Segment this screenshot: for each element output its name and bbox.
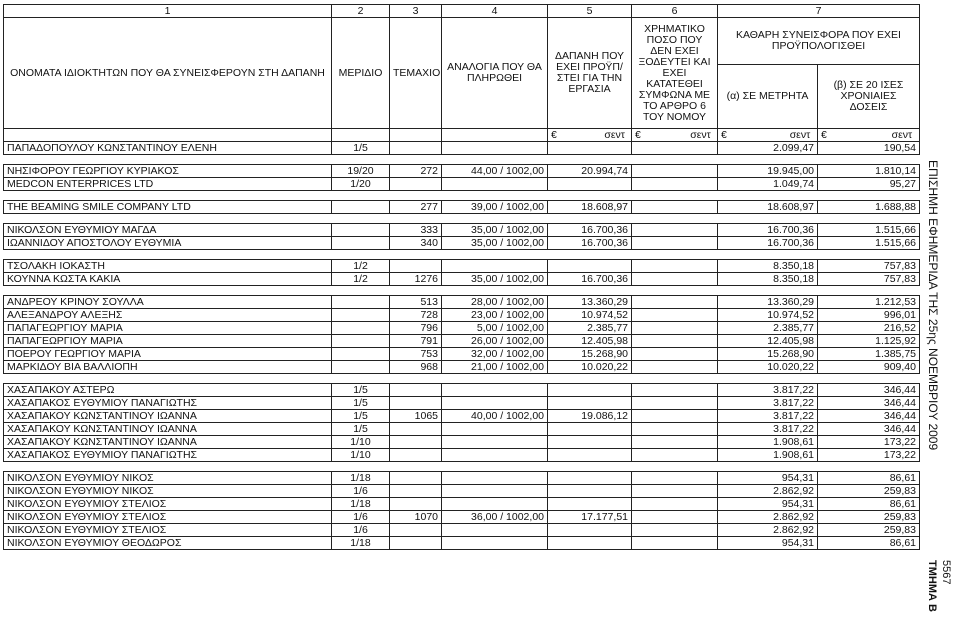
cell-name: ΠΑΠΑΓΕΩΡΓΙΟΥ ΜΑΡΙΑ xyxy=(4,335,332,348)
cell-b: 346,44 xyxy=(818,397,920,410)
table-row xyxy=(4,348,920,361)
cell-plot: 753 xyxy=(390,348,442,361)
table-row xyxy=(4,309,920,322)
cell-ratio xyxy=(442,397,548,410)
cell-share xyxy=(332,237,390,250)
cell-b: 86,61 xyxy=(818,498,920,511)
cell-ratio xyxy=(442,260,548,273)
cell-cash xyxy=(632,423,718,436)
cell-expense: 19.086,12 xyxy=(548,410,632,423)
header-net-a: (α) ΣΕ ΜΕΤΡΗΤΑ xyxy=(718,65,818,129)
header-cash: ΧΡΗΜΑΤΙΚΟ ΠΟΣΟ ΠΟΥ ΔΕΝ ΕΧΕΙ ΞΟΔΕΥΤΕΙ ΚΑΙ ΕΧΕΙ ΚΑΤΑΤΕΘΕΙ ΣΥΜΦΩΝΑ ΜΕ ΤΟ ΑΡΘΡΟ 6 ΤΟΥ ΝΟΜΟΥ xyxy=(632,18,718,129)
cell-ratio: 35,00 / 1002,00 xyxy=(442,224,548,237)
cell-cash xyxy=(632,348,718,361)
cell-name: ΠΟΕΡΟΥ ΓΕΩΡΓΙΟΥ ΜΑΡΙΑ xyxy=(4,348,332,361)
cell-name: ΧΑΣΑΠΑΚΟΣ ΕΥΘΥΜΙΟΥ ΠΑΝΑΓΙΩΤΗΣ xyxy=(4,397,332,410)
cell-a: 954,31 xyxy=(718,498,818,511)
cell-b: 216,52 xyxy=(818,322,920,335)
cell-ratio: 36,00 / 1002,00 xyxy=(442,511,548,524)
cell-plot xyxy=(390,472,442,485)
cell-name: ΝΙΚΟΛΣΟΝ ΕΥΘΥΜΙΟΥ ΝΙΚΟΣ xyxy=(4,485,332,498)
cell-name: ΧΑΣΑΠΑΚΟΥ ΑΣΤΕΡΩ xyxy=(4,384,332,397)
cell-share: 1/20 xyxy=(332,178,390,191)
cell-name: ΑΛΕΞΑΝΔΡΟΥ ΑΛΕΞΗΣ xyxy=(4,309,332,322)
cell-b: 909,40 xyxy=(818,361,920,374)
cell-cash xyxy=(632,524,718,537)
gazette-title: ΕΠΙΣΗΜΗ ΕΦΗΜΕΡΙΔΑ ΤΗΣ 25ης ΝΟΕΜΒΡΙΟΥ 2009 xyxy=(926,160,940,451)
cell-cash xyxy=(632,309,718,322)
cell-a: 2.099,47 xyxy=(718,142,818,155)
cell-share: 1/10 xyxy=(332,436,390,449)
cell-a: 2.862,92 xyxy=(718,524,818,537)
cell-expense xyxy=(548,142,632,155)
table-row xyxy=(4,322,920,335)
cell-b: 1.810,14 xyxy=(818,165,920,178)
cell-cash xyxy=(632,273,718,286)
cell-plot xyxy=(390,436,442,449)
cell-name: ΝΙΚΟΛΣΟΝ ΕΥΘΥΜΙΟΥ ΘΕΟΔΩΡΟΣ xyxy=(4,537,332,550)
cell-ratio xyxy=(442,142,548,155)
cell-share: 1/2 xyxy=(332,273,390,286)
cell-share: 1/18 xyxy=(332,498,390,511)
cell-ratio: 35,00 / 1002,00 xyxy=(442,237,548,250)
cell-ratio xyxy=(442,524,548,537)
group-spacer xyxy=(4,155,920,165)
table-row xyxy=(4,449,920,462)
cell-cash xyxy=(632,436,718,449)
table-row xyxy=(4,224,920,237)
page-number: 5567 xyxy=(940,560,952,585)
cell-cash xyxy=(632,410,718,423)
cell-plot: 1070 xyxy=(390,511,442,524)
col-number: 5 xyxy=(548,5,632,18)
euro-unit: € xyxy=(551,129,557,141)
cell-cash xyxy=(632,224,718,237)
header-row xyxy=(4,18,920,65)
cell-share: 1/2 xyxy=(332,260,390,273)
cell-ratio xyxy=(442,423,548,436)
cell-expense xyxy=(548,384,632,397)
cell-share: 1/6 xyxy=(332,485,390,498)
cell-plot: 333 xyxy=(390,224,442,237)
cell-cash xyxy=(632,165,718,178)
cell-a: 8.350,18 xyxy=(718,273,818,286)
cell-expense xyxy=(548,472,632,485)
header-name: ΟΝΟΜΑΤΑ ΙΔΙΟΚΤΗΤΩΝ ΠΟΥ ΘΑ ΣΥΝΕΙΣΦΕΡΟΥΝ ΣΤΗ ΔΑΠΑΝΗ xyxy=(4,18,332,129)
cell-b: 1.515,66 xyxy=(818,237,920,250)
table-row xyxy=(4,511,920,524)
header-expense: ΔΑΠΑΝΗ ΠΟΥ ΕΧΕΙ ΠΡΟΫΠ/ΣΤΕΙ ΓΙΑ ΤΗΝ ΕΡΓΑΣΙΑ xyxy=(548,18,632,129)
cell-name: ΤΣΟΛΑΚΗ ΙΟΚΑΣΤΗ xyxy=(4,260,332,273)
cell-plot: 1065 xyxy=(390,410,442,423)
cell-a: 10.020,22 xyxy=(718,361,818,374)
cell-share xyxy=(332,322,390,335)
cell-cash xyxy=(632,449,718,462)
cell-share: 1/6 xyxy=(332,511,390,524)
cell-ratio: 39,00 / 1002,00 xyxy=(442,201,548,214)
cell-plot: 277 xyxy=(390,201,442,214)
cell-ratio: 23,00 / 1002,00 xyxy=(442,309,548,322)
cell-expense: 17.177,51 xyxy=(548,511,632,524)
euro-unit: € xyxy=(721,129,727,141)
cell-cash xyxy=(632,397,718,410)
cell-share: 1/5 xyxy=(332,423,390,436)
group-spacer xyxy=(4,250,920,260)
cell-b: 86,61 xyxy=(818,537,920,550)
cell-cash xyxy=(632,384,718,397)
cell-ratio: 35,00 / 1002,00 xyxy=(442,273,548,286)
col-number: 7 xyxy=(718,5,920,18)
cell-share: 1/6 xyxy=(332,524,390,537)
cell-name: ΝΙΚΟΛΣΟΝ ΕΥΘΥΜΙΟΥ ΣΤΕΛΙΟΣ xyxy=(4,524,332,537)
cell-share xyxy=(332,335,390,348)
cell-name: MEDCON ENTERPRICES LTD xyxy=(4,178,332,191)
cell-plot: 1276 xyxy=(390,273,442,286)
cell-a: 19.945,00 xyxy=(718,165,818,178)
cell-ratio xyxy=(442,436,548,449)
cell-name: ΝΙΚΟΛΣΟΝ ΕΥΘΥΜΙΟΥ ΣΤΕΛΙΟΣ xyxy=(4,498,332,511)
cell-plot xyxy=(390,142,442,155)
cell-ratio xyxy=(442,472,548,485)
cell-cash xyxy=(632,361,718,374)
table-row xyxy=(4,178,920,191)
cell-a: 13.360,29 xyxy=(718,296,818,309)
cell-cash xyxy=(632,142,718,155)
cell-a: 16.700,36 xyxy=(718,237,818,250)
cell-name: ΜΑΡΚΙΔΟΥ ΒΙΑ ΒΑΛΛΙΟΠΗ xyxy=(4,361,332,374)
cell-ratio: 44,00 / 1002,00 xyxy=(442,165,548,178)
cell-ratio xyxy=(442,178,548,191)
group-spacer xyxy=(4,191,920,201)
cell-name: ΧΑΣΑΠΑΚΟΣ ΕΥΘΥΜΙΟΥ ΠΑΝΑΓΙΩΤΗΣ xyxy=(4,449,332,462)
cell-share: 1/10 xyxy=(332,449,390,462)
cell-name: ΝΙΚΟΛΣΟΝ ΕΥΘΥΜΙΟΥ ΜΑΓΔΑ xyxy=(4,224,332,237)
cell-b: 173,22 xyxy=(818,436,920,449)
group-spacer xyxy=(4,374,920,384)
table-row xyxy=(4,201,920,214)
table-row xyxy=(4,537,920,550)
cell-ratio xyxy=(442,498,548,511)
cell-cash xyxy=(632,537,718,550)
cent-unit: σεντ xyxy=(690,129,711,141)
cell-share: 1/18 xyxy=(332,472,390,485)
cell-a: 8.350,18 xyxy=(718,260,818,273)
cent-unit: σεντ xyxy=(789,129,811,141)
cell-a: 16.700,36 xyxy=(718,224,818,237)
cell-name: ΠΑΠΑΓΕΩΡΓΙΟΥ ΜΑΡΙΑ xyxy=(4,322,332,335)
table-row xyxy=(4,524,920,537)
cell-cash xyxy=(632,201,718,214)
cell-a: 954,31 xyxy=(718,537,818,550)
euro-unit: € xyxy=(635,129,641,141)
cell-cash xyxy=(632,178,718,191)
cell-expense: 12.405,98 xyxy=(548,335,632,348)
cell-plot: 796 xyxy=(390,322,442,335)
cell-share xyxy=(332,348,390,361)
table-row xyxy=(4,423,920,436)
table-row xyxy=(4,498,920,511)
cell-b: 346,44 xyxy=(818,384,920,397)
header-plot: ΤΕΜΑΧΙΟ xyxy=(390,18,442,129)
table-row xyxy=(4,260,920,273)
cell-name: ΧΑΣΑΠΑΚΟΥ ΚΩΝΣΤΑΝΤΙΝΟΥ ΙΩΑΝΝΑ xyxy=(4,410,332,423)
cell-expense: 18.608,97 xyxy=(548,201,632,214)
cell-ratio: 28,00 / 1002,00 xyxy=(442,296,548,309)
cell-name: ΑΝΔΡΕΟΥ ΚΡΙΝΟΥ ΣΟΥΛΛΑ xyxy=(4,296,332,309)
cent-unit: σεντ xyxy=(604,129,625,141)
group-spacer xyxy=(4,286,920,296)
cell-ratio: 21,00 / 1002,00 xyxy=(442,361,548,374)
cell-share xyxy=(332,224,390,237)
group-spacer xyxy=(4,214,920,224)
cell-ratio: 26,00 / 1002,00 xyxy=(442,335,548,348)
cell-a: 10.974,52 xyxy=(718,309,818,322)
cell-b: 346,44 xyxy=(818,410,920,423)
table-row xyxy=(4,335,920,348)
cell-name: ΝΙΚΟΛΣΟΝ ΕΥΘΥΜΙΟΥ ΣΤΕΛΙΟΣ xyxy=(4,511,332,524)
cell-a: 3.817,22 xyxy=(718,384,818,397)
cell-a: 954,31 xyxy=(718,472,818,485)
col-number: 4 xyxy=(442,5,548,18)
cell-a: 1.908,61 xyxy=(718,436,818,449)
cell-expense: 16.700,36 xyxy=(548,237,632,250)
gazette-section: ΤΜΗΜΑ Β xyxy=(926,560,938,612)
cell-plot xyxy=(390,485,442,498)
table-row xyxy=(4,397,920,410)
cell-name: ΧΑΣΑΠΑΚΟΥ ΚΩΝΣΤΑΝΤΙΝΟΥ ΙΩΑΝΝΑ xyxy=(4,436,332,449)
cell-cash xyxy=(632,511,718,524)
table-row xyxy=(4,165,920,178)
cell-name: THE BEAMING SMILE COMPANY LTD xyxy=(4,201,332,214)
euro-unit: € xyxy=(821,129,827,141)
group-spacer xyxy=(4,462,920,472)
cell-expense xyxy=(548,260,632,273)
header-net-b: (β) ΣΕ 20 ΙΣΕΣ ΧΡΟΝΙΑΙΕΣ ΔΟΣΕΙΣ xyxy=(818,65,920,129)
cell-plot: 513 xyxy=(390,296,442,309)
cell-expense xyxy=(548,537,632,550)
header-net: ΚΑΘΑΡΗ ΣΥΝΕΙΣΦΟΡΑ ΠΟΥ ΕΧΕΙ ΠΡΟΫΠΟΛΟΓΙΣΘΕΙ xyxy=(718,18,920,65)
cell-expense xyxy=(548,449,632,462)
cell-b: 757,83 xyxy=(818,273,920,286)
cell-a: 2.862,92 xyxy=(718,485,818,498)
cell-share: 1/5 xyxy=(332,397,390,410)
cell-cash xyxy=(632,485,718,498)
cell-b: 1.688,88 xyxy=(818,201,920,214)
cell-expense xyxy=(548,498,632,511)
cell-plot: 272 xyxy=(390,165,442,178)
cell-b: 346,44 xyxy=(818,423,920,436)
cell-expense xyxy=(548,397,632,410)
cell-expense xyxy=(548,423,632,436)
cell-share xyxy=(332,361,390,374)
table-row xyxy=(4,410,920,423)
cell-cash xyxy=(632,335,718,348)
cell-plot: 728 xyxy=(390,309,442,322)
cell-share: 1/5 xyxy=(332,142,390,155)
cell-plot xyxy=(390,537,442,550)
cell-share: 1/18 xyxy=(332,537,390,550)
cell-share: 1/5 xyxy=(332,410,390,423)
table-row xyxy=(4,361,920,374)
cell-name: ΧΑΣΑΠΑΚΟΥ ΚΩΝΣΤΑΝΤΙΝΟΥ ΙΩΑΝΝΑ xyxy=(4,423,332,436)
cell-expense xyxy=(548,485,632,498)
table-row xyxy=(4,296,920,309)
cell-b: 1.515,66 xyxy=(818,224,920,237)
cell-a: 3.817,22 xyxy=(718,423,818,436)
cell-ratio xyxy=(442,384,548,397)
cell-ratio xyxy=(442,485,548,498)
cell-b: 1.385,75 xyxy=(818,348,920,361)
cell-ratio xyxy=(442,449,548,462)
cell-a: 3.817,22 xyxy=(718,410,818,423)
cell-expense xyxy=(548,436,632,449)
table-row xyxy=(4,485,920,498)
cell-b: 190,54 xyxy=(818,142,920,155)
cell-b: 173,22 xyxy=(818,449,920,462)
cell-cash xyxy=(632,472,718,485)
cell-plot xyxy=(390,524,442,537)
cell-b: 95,27 xyxy=(818,178,920,191)
cell-ratio xyxy=(442,537,548,550)
cell-a: 2.385,77 xyxy=(718,322,818,335)
cell-plot xyxy=(390,449,442,462)
cell-a: 15.268,90 xyxy=(718,348,818,361)
table-row xyxy=(4,273,920,286)
table-row xyxy=(4,237,920,250)
col-number: 1 xyxy=(4,5,332,18)
cell-plot: 968 xyxy=(390,361,442,374)
cell-ratio: 40,00 / 1002,00 xyxy=(442,410,548,423)
cent-unit: σεντ xyxy=(891,129,913,141)
cell-cash xyxy=(632,322,718,335)
cell-share: 1/5 xyxy=(332,384,390,397)
cell-expense: 16.700,36 xyxy=(548,224,632,237)
cell-a: 1.049,74 xyxy=(718,178,818,191)
cell-plot xyxy=(390,384,442,397)
cell-share xyxy=(332,296,390,309)
cell-plot xyxy=(390,260,442,273)
cell-name: ΝΙΚΟΛΣΟΝ ΕΥΘΥΜΙΟΥ ΝΙΚΟΣ xyxy=(4,472,332,485)
cell-a: 2.862,92 xyxy=(718,511,818,524)
cell-share xyxy=(332,309,390,322)
cell-cash xyxy=(632,296,718,309)
cell-cash xyxy=(632,237,718,250)
table-row xyxy=(4,436,920,449)
cell-share: 19/20 xyxy=(332,165,390,178)
cell-a: 1.908,61 xyxy=(718,449,818,462)
cell-expense: 10.974,52 xyxy=(548,309,632,322)
cell-expense: 15.268,90 xyxy=(548,348,632,361)
cell-plot xyxy=(390,498,442,511)
cell-name: ΠΑΠΑΔΟΠΟΥΛΟΥ ΚΩΝΣΤΑΝΤΙΝΟΥ ΕΛΕΝΗ xyxy=(4,142,332,155)
cell-b: 1.125,92 xyxy=(818,335,920,348)
cell-plot xyxy=(390,397,442,410)
col-number: 3 xyxy=(390,5,442,18)
table-row xyxy=(4,384,920,397)
header-share: ΜΕΡΙΔΙΟ xyxy=(332,18,390,129)
cell-cash xyxy=(632,260,718,273)
cell-ratio: 5,00 / 1002,00 xyxy=(442,322,548,335)
cell-ratio: 32,00 / 1002,00 xyxy=(442,348,548,361)
cell-expense xyxy=(548,524,632,537)
cell-b: 86,61 xyxy=(818,472,920,485)
cell-plot xyxy=(390,178,442,191)
cell-name: ΙΩΑΝΝΙΔΟΥ ΑΠΟΣΤΟΛΟΥ ΕΥΘΥΜΙΑ xyxy=(4,237,332,250)
cell-b: 259,83 xyxy=(818,524,920,537)
col-number: 6 xyxy=(632,5,718,18)
cell-plot: 340 xyxy=(390,237,442,250)
column-number-row xyxy=(4,5,920,18)
cell-b: 1.212,53 xyxy=(818,296,920,309)
cell-name: ΝΗΣΙΦΟΡΟΥ ΓΕΩΡΓΙΟΥ ΚΥΡΙΑΚΟΣ xyxy=(4,165,332,178)
col-number: 2 xyxy=(332,5,390,18)
header-ratio: ΑΝΑΛΟΓΙΑ ΠΟΥ ΘΑ ΠΛΗΡΩΘΕΙ xyxy=(442,18,548,129)
cell-expense: 13.360,29 xyxy=(548,296,632,309)
cell-expense xyxy=(548,178,632,191)
cell-expense: 16.700,36 xyxy=(548,273,632,286)
cell-a: 12.405,98 xyxy=(718,335,818,348)
cell-b: 259,83 xyxy=(818,485,920,498)
cell-name: ΚΟΥΝΝΑ ΚΩΣΤΑ ΚΑΚΙΑ xyxy=(4,273,332,286)
cell-b: 996,01 xyxy=(818,309,920,322)
cell-a: 18.608,97 xyxy=(718,201,818,214)
cell-b: 757,83 xyxy=(818,260,920,273)
table-row xyxy=(4,142,920,155)
cell-expense: 2.385,77 xyxy=(548,322,632,335)
unit-row xyxy=(4,129,920,142)
cell-expense: 20.994,74 xyxy=(548,165,632,178)
table-row xyxy=(4,472,920,485)
cell-a: 3.817,22 xyxy=(718,397,818,410)
cell-share xyxy=(332,201,390,214)
cell-cash xyxy=(632,498,718,511)
cell-plot xyxy=(390,423,442,436)
table-body xyxy=(4,142,920,550)
contribution-table xyxy=(3,4,920,550)
cell-plot: 791 xyxy=(390,335,442,348)
cell-b: 259,83 xyxy=(818,511,920,524)
cell-expense: 10.020,22 xyxy=(548,361,632,374)
